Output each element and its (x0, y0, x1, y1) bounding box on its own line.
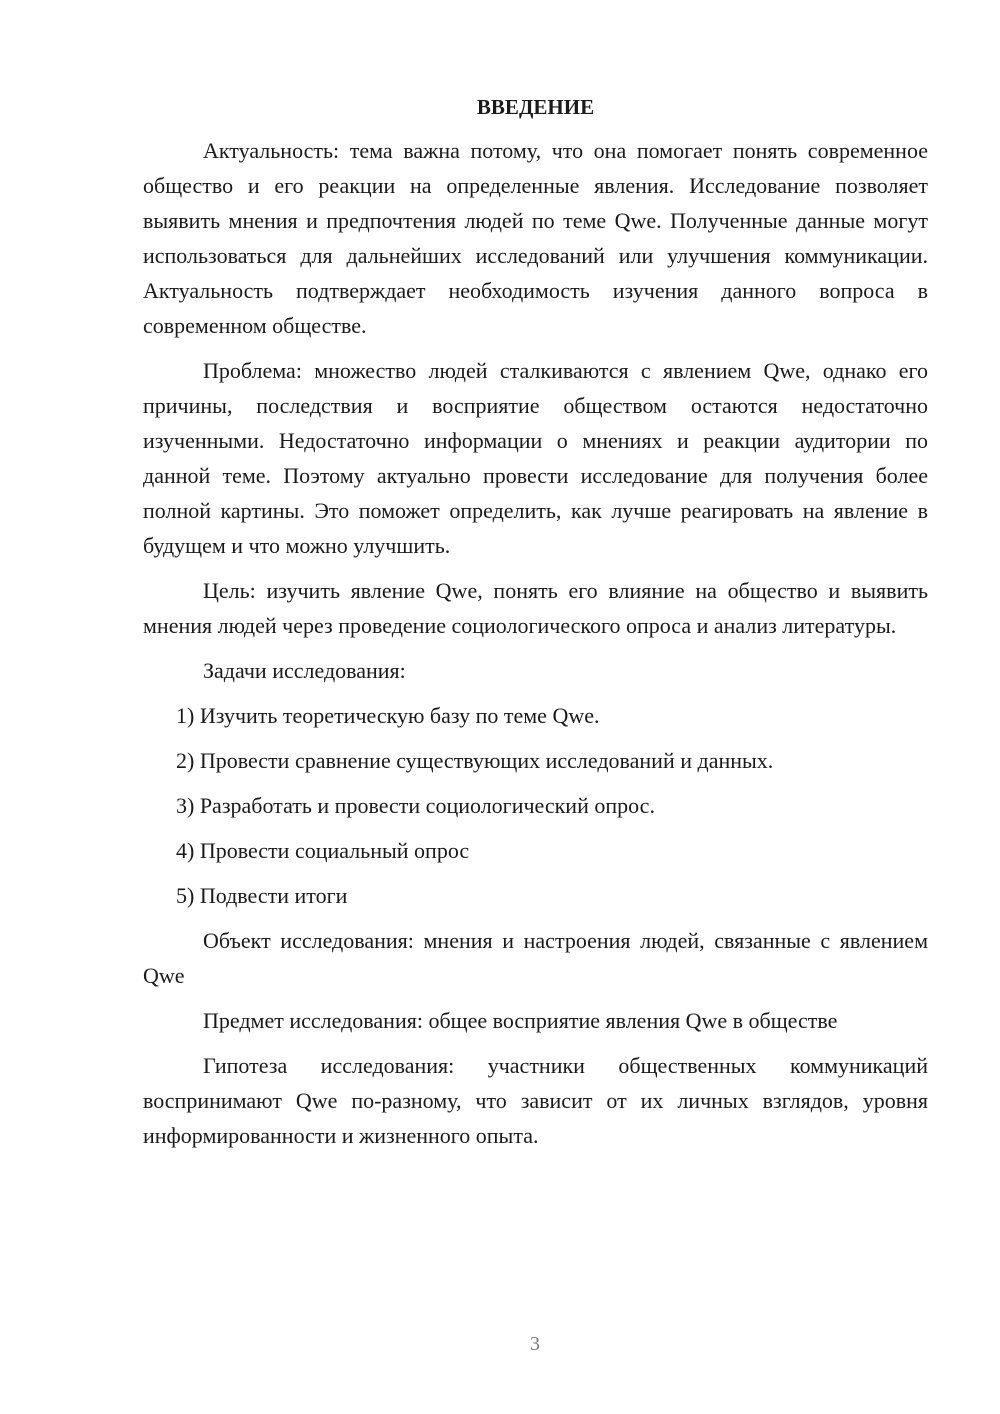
goal-paragraph: Цель: изучить явление Qwe, понять его влияние на общество и выявить мнения людей через проведение социологического опроса и анализ литературы. (143, 578, 928, 638)
hypothesis-paragraph: Гипотеза исследования: участники общественных коммуникаций воспринимают Qwe по-разному, что зависит от их личных взглядов, уровня информированности и жизненного опыта. (143, 1053, 928, 1148)
section-title: ВВЕДЕНИЕ (476, 95, 595, 119)
task-item: 1) Изучить теоретическую базу по теме Qwe. (176, 703, 600, 728)
relevance-paragraph: Актуальность: тема важна потому, что она помогает понять современное общество и его реакции на определенные явления. Исследование позволяет выявить мнения и предпочтения людей по теме Qwe. Полученные данные могут использоваться для дальнейших исследований или улучшения коммуникации. Актуальность подтверждает необходимость изучения данного вопроса в современном обществе. (143, 138, 928, 338)
subject-paragraph: Предмет исследования: общее восприятие явления Qwe в обществе (203, 1008, 838, 1033)
object-paragraph: Объект исследования: мнения и настроения людей, связанные с явлением Qwe (143, 928, 928, 988)
task-item: 2) Провести сравнение существующих исследований и данных. (176, 748, 774, 773)
tasks-heading: Задачи исследования: (203, 658, 406, 683)
problem-paragraph: Проблема: множество людей сталкиваются с явлением Qwe, однако его причины, последствия и восприятие обществом остаются недостаточно изученными. Недостаточно информации о мнениях и реакции аудитории по данной теме. Поэтому актуально провести исследование для получения более полной картины. Это поможет определить, как лучше реагировать на явление в будущем и что можно улучшить. (143, 358, 928, 558)
document-page (143, 90, 928, 1163)
tasks-list (143, 698, 928, 913)
task-item: 5) Подвести итоги (176, 883, 348, 908)
page-number: 3 (530, 1333, 540, 1355)
task-item: 4) Провести социальный опрос (176, 838, 470, 863)
task-item: 3) Разработать и провести социологический опрос. (176, 793, 655, 818)
